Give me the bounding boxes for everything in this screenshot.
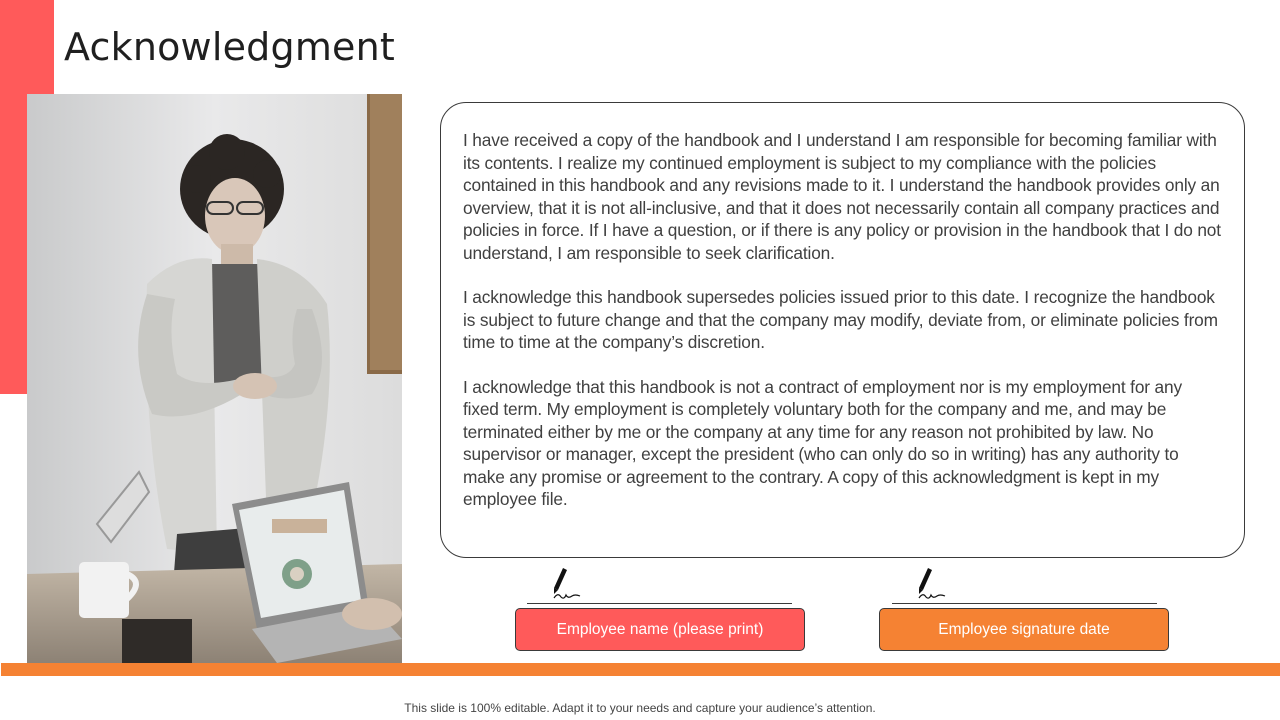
signature-pen-icon	[550, 566, 584, 602]
footer-note: This slide is 100% editable. Adapt it to your needs and capture your audience’s attention.	[404, 701, 876, 715]
page-title: Acknowledgment	[64, 25, 395, 69]
acknowledgment-paragraph-3: I acknowledge that this handbook is not a contract of employment nor is my employment for any fixed term. My employment is completely voluntary both for the company and me, and may be terminated either by me or the company at any time for any reason not prohibited by law. No supervisor or manager, except the president (who can only do so in writing) has any authority to make any promise or agreement to the contrary. A copy of this acknowledgment is kept in my employee file.	[463, 376, 1182, 509]
employee-name-field[interactable]: Employee name (please print)	[515, 608, 805, 651]
name-signature-line	[527, 603, 792, 604]
signature-pen-icon	[915, 566, 949, 602]
signature-date-field[interactable]: Employee signature date	[879, 608, 1169, 651]
date-signature-line	[892, 603, 1157, 604]
acknowledgment-text-box	[440, 102, 1245, 558]
acknowledgment-paragraph-1: I have received a copy of the handbook and I understand I am responsible for becoming familiar with its contents. I realize my continued employment is subject to my compliance with the policies contained in this handbook and any revisions made to it. I understand the handbook provides only an overview, that it is not all-inclusive, and that it does not necessarily contain all company practices and policies in force. If I have a question, or if there is any policy or provision in the handbook that I do not understand, I am responsible to seek clarification.	[463, 130, 1221, 263]
acknowledgment-paragraph-2: I acknowledge this handbook supersedes policies issued prior to this date. I recognize the handbook is subject to future change and that the company may modify, deviate from, or eliminate policies from time to time at the company’s discretion.	[463, 287, 1218, 352]
bottom-accent-bar	[1, 663, 1280, 676]
photo-woman-presenting	[27, 94, 402, 663]
